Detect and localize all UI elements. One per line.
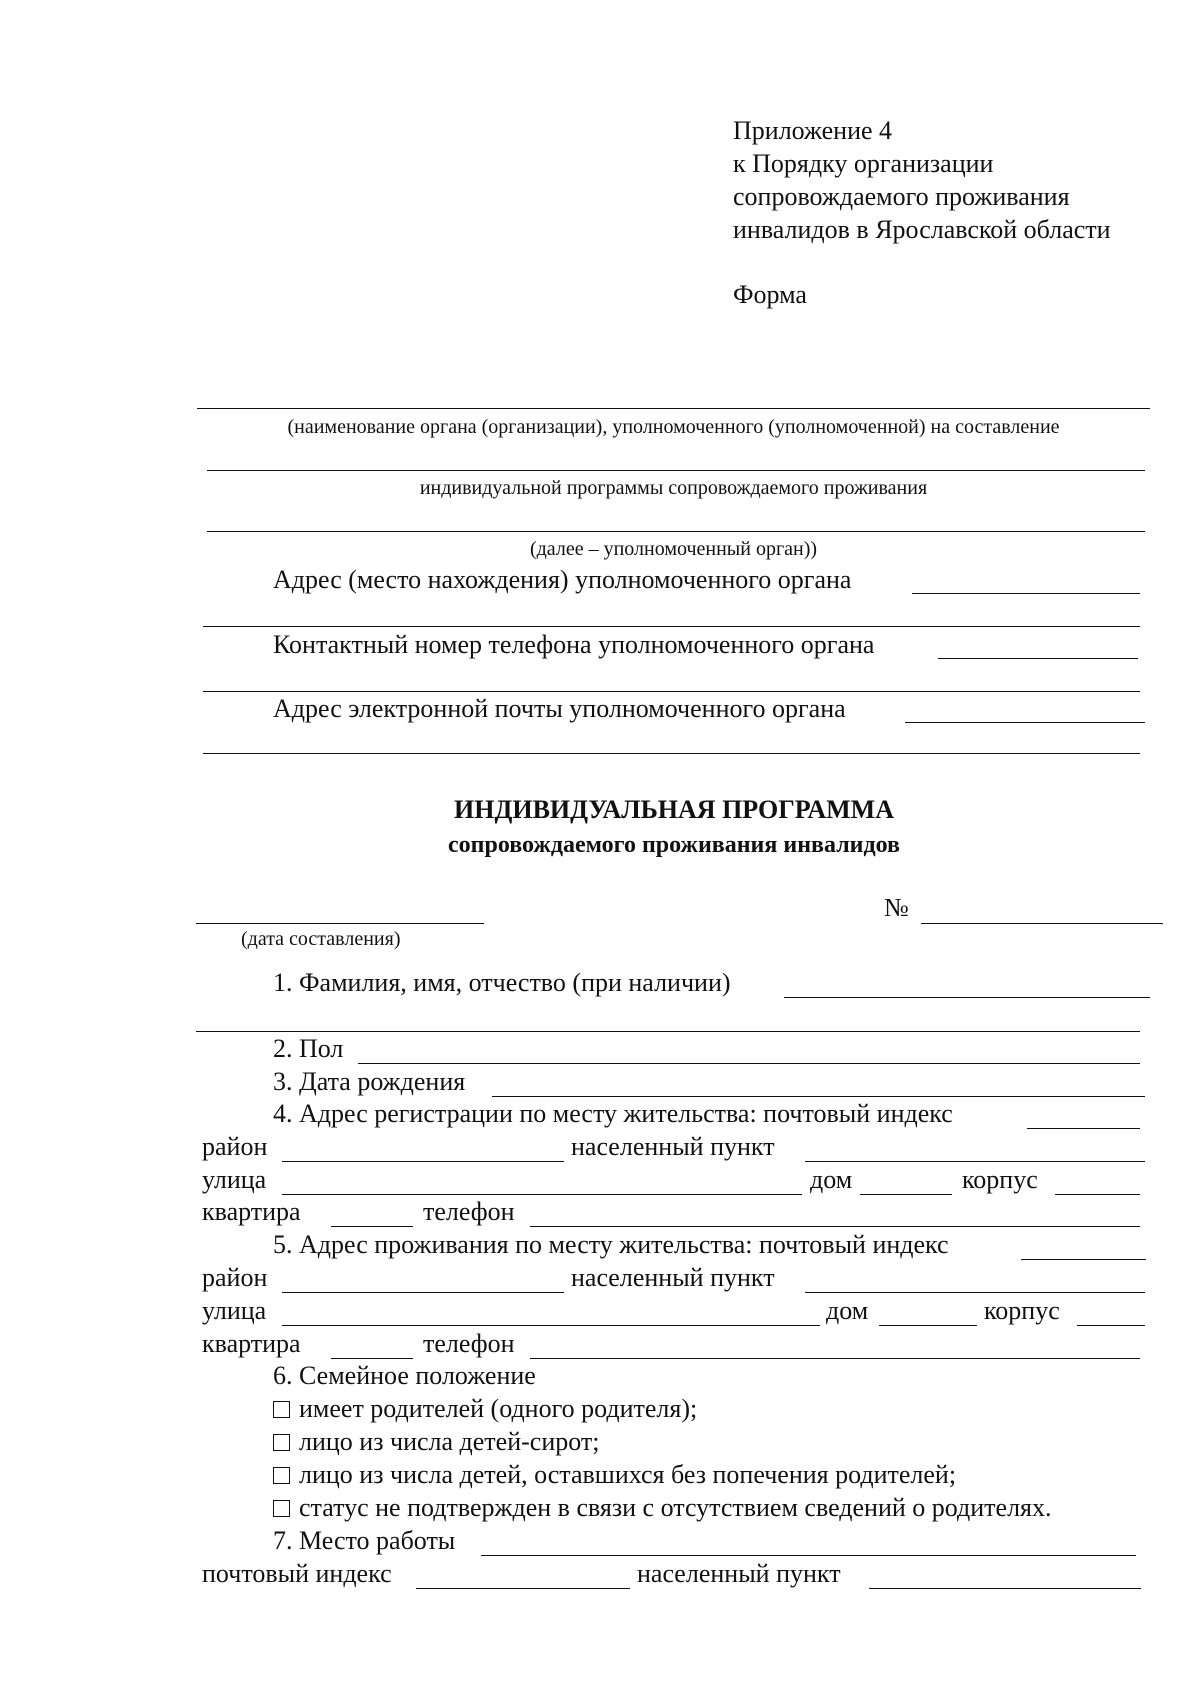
field-2-label: 2. Пол — [273, 1034, 344, 1063]
checkbox-icon[interactable] — [273, 1500, 290, 1517]
document-subtitle: сопровождаемого проживания инвалидов — [448, 832, 900, 858]
authority-address-label: Адрес (место нахождения) уполномоченного органа — [273, 565, 852, 594]
field-4-house-label: дом — [810, 1165, 853, 1194]
field-2-blank[interactable] — [358, 1063, 1140, 1064]
number-blank[interactable] — [921, 923, 1163, 924]
field-4-locality-blank[interactable] — [805, 1161, 1145, 1162]
number-label: № — [884, 893, 909, 922]
authority-phone-label: Контактный номер телефона уполномоченного органа — [273, 630, 875, 659]
authority-email-blank[interactable] — [905, 722, 1145, 723]
field-1-label: 1. Фамилия, имя, отчество (при наличии) — [273, 968, 731, 997]
authority-address-blank[interactable] — [912, 593, 1140, 594]
field-5-district-blank[interactable] — [282, 1292, 564, 1293]
family-option-2[interactable] — [273, 1427, 599, 1457]
field-4-building-label: корпус — [962, 1165, 1038, 1194]
field-1-blank[interactable] — [784, 997, 1150, 998]
family-option-2-label: лицо из числа детей-сирот; — [299, 1427, 600, 1456]
field-7-label: 7. Место работы — [273, 1526, 456, 1555]
field-5-apartment-label: квартира — [202, 1329, 301, 1358]
field-4-street-blank[interactable] — [282, 1194, 802, 1195]
appendix-line-4: инвалидов в Ярославской области — [733, 215, 1111, 244]
field-5-phone-blank[interactable] — [530, 1358, 1140, 1359]
authority-email-label: Адрес электронной почты уполномоченного органа — [273, 694, 846, 723]
field-4-phone-blank[interactable] — [530, 1226, 1140, 1227]
authority-address-line-2[interactable] — [203, 626, 1140, 627]
field-4-apartment-blank[interactable] — [331, 1226, 413, 1227]
authority-caption-1: (наименование органа (организации), уполномоченного (уполномоченной) на составление — [287, 416, 1060, 438]
field-5-house-blank[interactable] — [879, 1325, 977, 1326]
field-3-blank[interactable] — [492, 1096, 1145, 1097]
field-4-label: 4. Адрес регистрации по месту жительства: почтовый индекс — [273, 1099, 953, 1128]
field-7-locality-label: населенный пункт — [637, 1559, 841, 1588]
field-5-building-blank[interactable] — [1077, 1325, 1145, 1326]
field-5-street-blank[interactable] — [282, 1325, 820, 1326]
form-label: Форма — [733, 280, 807, 309]
field-4-street-label: улица — [202, 1165, 267, 1194]
family-option-1[interactable] — [273, 1394, 697, 1424]
field-4-apartment-label: квартира — [202, 1197, 301, 1226]
date-caption: (дата составления) — [241, 928, 401, 950]
field-7-index-label: почтовый индекс — [202, 1559, 392, 1588]
field-4-locality-label: населенный пункт — [571, 1132, 775, 1161]
field-5-street-label: улица — [202, 1296, 267, 1325]
field-7-locality-blank[interactable] — [869, 1588, 1141, 1589]
authority-email-line-2[interactable] — [203, 753, 1140, 754]
authority-name-line-3[interactable] — [207, 531, 1145, 532]
field-4-building-blank[interactable] — [1055, 1194, 1140, 1195]
appendix-line-2: к Порядку организации — [733, 149, 994, 178]
field-5-locality-blank[interactable] — [805, 1292, 1145, 1293]
authority-caption-2: индивидуальной программы сопровождаемого проживания — [419, 477, 928, 499]
field-5-apartment-blank[interactable] — [331, 1358, 413, 1359]
family-option-4-label: статус не подтвержден в связи с отсутствием сведений о родителях. — [299, 1493, 1052, 1522]
family-option-3-label: лицо из числа детей, оставшихся без попечения родителей; — [299, 1460, 957, 1489]
field-5-district-label: район — [202, 1263, 268, 1292]
field-3-label: 3. Дата рождения — [273, 1067, 466, 1096]
document-title: ИНДИВИДУАЛЬНАЯ ПРОГРАММА — [454, 795, 894, 824]
authority-name-line-1[interactable] — [197, 408, 1150, 409]
field-5-building-label: корпус — [984, 1296, 1060, 1325]
family-option-3[interactable] — [273, 1460, 956, 1490]
family-option-1-label: имеет родителей (одного родителя); — [299, 1394, 698, 1423]
field-4-index-blank[interactable] — [1027, 1128, 1140, 1129]
appendix-line-3: сопровождаемого проживания — [733, 182, 1070, 211]
field-4-phone-label: телефон — [423, 1197, 515, 1226]
authority-caption-3: (далее – уполномоченный орган)) — [529, 538, 818, 560]
checkbox-icon[interactable] — [273, 1467, 290, 1484]
field-5-phone-label: телефон — [423, 1329, 515, 1358]
field-4-district-label: район — [202, 1132, 268, 1161]
authority-name-line-2[interactable] — [207, 470, 1145, 471]
field-7-index-blank[interactable] — [416, 1588, 630, 1589]
family-option-4[interactable] — [273, 1493, 1052, 1523]
date-blank[interactable] — [196, 923, 484, 924]
field-4-district-blank[interactable] — [282, 1161, 564, 1162]
field-5-locality-label: населенный пункт — [571, 1263, 775, 1292]
field-6-label: 6. Семейное положение — [273, 1361, 536, 1390]
appendix-line-1: Приложение 4 — [733, 116, 893, 145]
checkbox-icon[interactable] — [273, 1401, 290, 1418]
checkbox-icon[interactable] — [273, 1434, 290, 1451]
field-1-line-2[interactable] — [196, 1031, 1140, 1032]
field-5-house-label: дом — [826, 1296, 869, 1325]
field-4-house-blank[interactable] — [860, 1194, 952, 1195]
field-5-label: 5. Адрес проживания по месту жительства: почтовый индекс — [273, 1230, 949, 1259]
field-7-blank[interactable] — [481, 1555, 1136, 1556]
authority-phone-line-2[interactable] — [203, 691, 1140, 692]
authority-phone-blank[interactable] — [938, 658, 1138, 659]
field-5-index-blank[interactable] — [1021, 1259, 1146, 1260]
